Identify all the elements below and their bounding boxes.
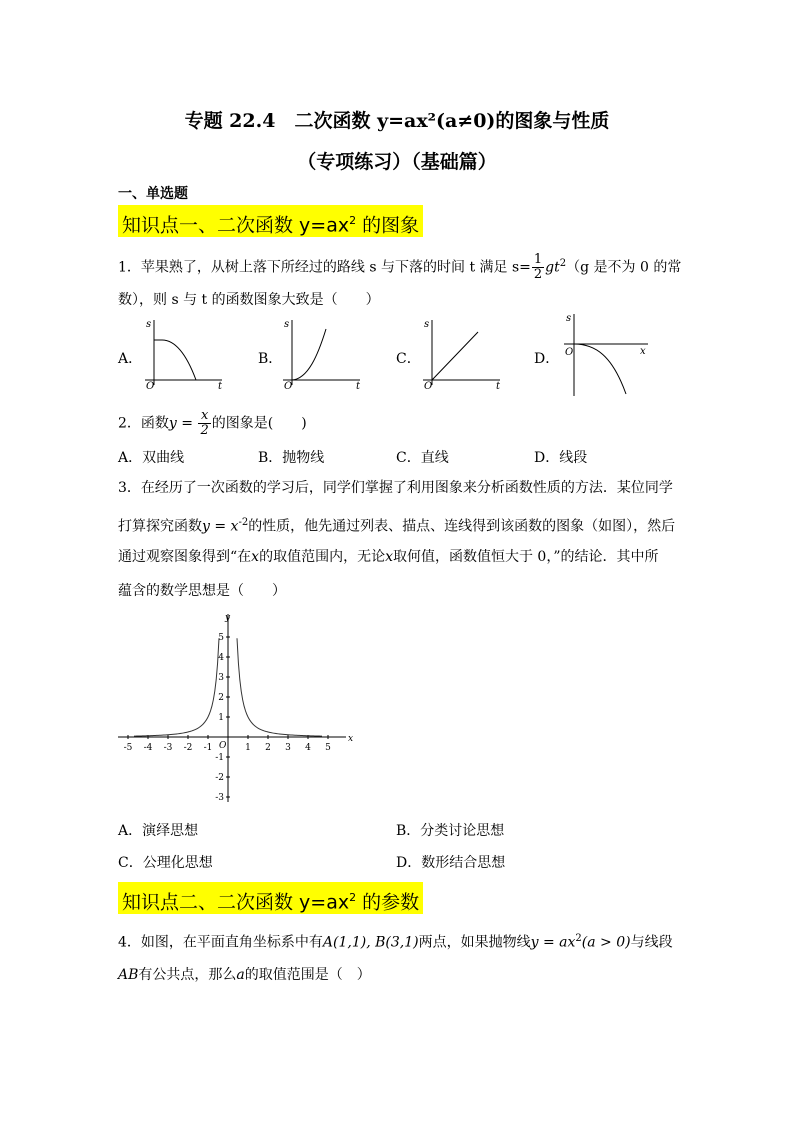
curve-left-branch xyxy=(134,638,219,736)
x-axis-label: x xyxy=(348,734,354,744)
x-tick-label: 5 xyxy=(325,743,331,753)
page-title: 专题 22.4 二次函数 y=ax²(a≠0)的图象与性质 xyxy=(184,110,610,132)
q1-option-b: B． xyxy=(258,351,283,367)
x-tick-label: 3 xyxy=(285,743,291,753)
x-tick-label: -3 xyxy=(163,743,173,753)
q2-option-c: C．直线 xyxy=(396,450,449,466)
svg-text:s: s xyxy=(284,319,290,330)
q2-option-d: D．线段 xyxy=(534,450,588,466)
x-tick-label: -2 xyxy=(183,743,193,753)
page-subtitle: （专项练习）（基础篇） xyxy=(297,151,497,173)
svg-text:s: s xyxy=(566,313,572,324)
q2-option-a: A．双曲线 xyxy=(118,450,185,466)
y-tick-label: 1 xyxy=(218,713,224,723)
question-3-line-1: 3．在经历了一次函数的学习后，同学们掌握了利用图象来分析函数性质的方法．某位同学 xyxy=(118,480,673,496)
question-1-line-1: 1．苹果熟了，从树上落下所经过的路线 s 与下落的时间 t 满足 s= $\frac{1}{2}$ $gt^2(g$ 是不为 0 的常 xyxy=(118,252,682,282)
q3-option-b: B．分类讨论思想 xyxy=(396,823,505,839)
knowledge-point-1: 知识点一、二次函数 $y=ax^2$ 的图象 xyxy=(118,205,423,237)
svg-text:x: x xyxy=(640,346,646,357)
q3-option-d: D．数形结合思想 xyxy=(396,855,506,871)
question-2: 2．函数y = $\frac{x}{2}$ 的图象是( ) xyxy=(118,408,307,438)
svg-text:O: O xyxy=(284,381,293,392)
y-tick-label: -2 xyxy=(215,773,224,783)
svg-text:t: t xyxy=(218,381,223,392)
y-tick-label: 4 xyxy=(218,653,224,663)
q3-function-graph xyxy=(118,612,358,804)
x-tick-label: 1 xyxy=(245,743,251,753)
q1-graph-d xyxy=(560,310,655,400)
fraction-x-over-2: $\frac{x}{2}$ xyxy=(200,408,209,438)
q3-option-c: C．公理化思想 xyxy=(118,855,213,871)
q1-option-d: D． xyxy=(534,351,560,367)
x-tick-label: -1 xyxy=(203,743,213,753)
question-4-line-2: AB有公共点，那么a的取值范围是（ ） xyxy=(118,967,371,983)
svg-text:t: t xyxy=(356,381,361,392)
question-1-line-2: 数），则 s 与 t 的函数图象大致是（ ） xyxy=(118,292,380,308)
y-tick-label: 2 xyxy=(218,693,224,703)
origin-label: O xyxy=(219,741,227,751)
q3-option-a: A．演绎思想 xyxy=(118,823,199,839)
fraction-half: $\frac{1}{2}$ xyxy=(533,252,543,282)
curve-right-branch xyxy=(237,638,322,736)
knowledge-point-2: 知识点二、二次函数 $y=ax^2$ 的参数 xyxy=(118,882,423,914)
x-tick-label: -4 xyxy=(143,743,153,753)
svg-text:O: O xyxy=(146,381,155,392)
q1-option-c: C． xyxy=(396,351,421,367)
section-heading: 一、单选题 xyxy=(118,186,188,202)
svg-text:O: O xyxy=(424,381,433,392)
x-tick-label: 4 xyxy=(305,743,311,753)
question-3-line-4: 蕴含的数学思想是（ ） xyxy=(118,583,286,599)
y-tick-label: 3 xyxy=(218,673,224,683)
x-tick-label: -5 xyxy=(123,743,133,753)
y-axis-label: y xyxy=(225,613,231,623)
y-tick-label: -1 xyxy=(215,753,224,763)
q1-option-a: A． xyxy=(118,351,143,367)
svg-text:s: s xyxy=(146,319,152,330)
y-tick-label: 5 xyxy=(218,633,224,643)
svg-text:O: O xyxy=(565,347,574,358)
question-3-line-2: 打算探究函数$y = x^{-2}$的性质，他先通过列表、描点、连线得到该函数的图象（如图），然后 xyxy=(118,517,676,535)
q1-graph-b xyxy=(278,315,368,390)
q2-option-b: B．抛物线 xyxy=(258,450,325,466)
q1-graph-c xyxy=(418,315,508,390)
q1-graph-a xyxy=(140,315,230,390)
question-4-line-1: 4．如图，在平面直角坐标系中有A(1,1), B(3,1)两点，如果抛物线$y = ax^2(a > 0)$与线段 xyxy=(118,933,673,951)
y-tick-label: -3 xyxy=(215,793,224,803)
svg-text:s: s xyxy=(424,319,430,330)
question-3-line-3: 通过观察图象得到“在x的取值范围内，无论x取何值，函数值恒大于 0，”的结论．其中所 xyxy=(118,549,659,565)
svg-text:t: t xyxy=(496,381,501,392)
x-tick-label: 2 xyxy=(265,743,271,753)
